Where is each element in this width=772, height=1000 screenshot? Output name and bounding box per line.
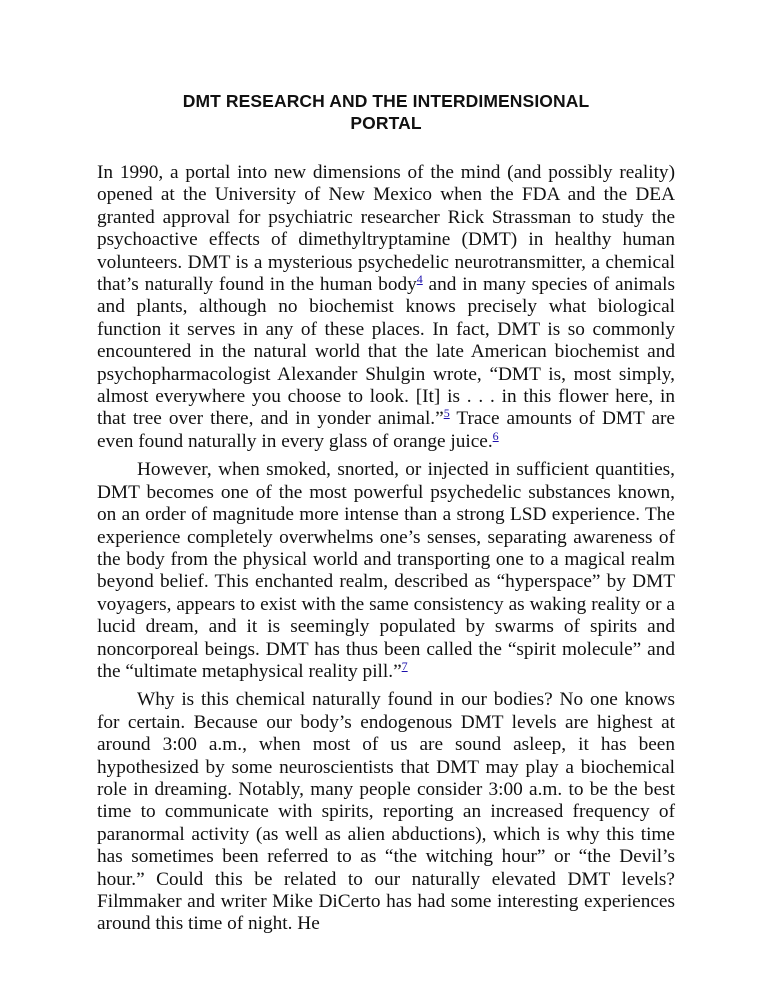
paragraph-text: Trace amounts of DMT are even found naturally in every glass of orange juice. <box>97 408 675 452</box>
paragraph-text: Why is this chemical naturally found in our bodies? No one knows for certain. Because our body’s endogenous DMT levels are highest at around 3:00 a.m., when most of us are sound asleep, it has been hypothesized by some neuroscientists that DMT may play a biochemical role in dreaming. Notably, many people consider 3:00 a.m. to be the best time to communicate with spirits, reporting an increased frequency of paranormal activity (as well as alien abductions), which is why this time has sometimes been referred to as “the witching hour” or “the Devil’s hour.” Could this be related to our naturally elevated DMT levels? Filmmaker and writer Mike DiCerto has had some interesting experiences around this time of night. He <box>97 689 675 935</box>
paragraph-3 <box>97 689 675 935</box>
chapter-title-line-2: PORTAL <box>350 113 422 133</box>
paragraph-2 <box>97 459 675 683</box>
paragraph-text: and in many species of animals and plants, although no biochemist knows precisely what biological function it serves in any of these places. In fact, DMT is so commonly encountered in the natural world that the late American biochemist and psychopharmacologist Alexander Shulgin wrote, “DMT is, most simply, almost everywhere you choose to look. [It] is . . . in this flower here, in that tree over there, and in yonder animal.” <box>97 274 675 430</box>
paragraph-text: However, when smoked, snorted, or injected in sufficient quantities, DMT becomes one of the most powerful psychedelic substances known, on an order of magnitude more intense than a strong LSD experience. The experience completely overwhelms one’s senses, separating awareness of the body from the physical world and transporting one to a magical realm beyond belief. This enchanted realm, described as “hyperspace” by DMT voyagers, appears to exist with the same consistency as waking reality or a lucid dream, and it is seemingly populated by swarms of spirits and noncorporeal beings. DMT has thus been called the “spirit molecule” and the “ultimate metaphysical reality pill.” <box>97 459 675 682</box>
footnote-link-6[interactable]: 6 <box>492 428 499 443</box>
paragraph-1 <box>97 162 675 453</box>
document-page <box>97 90 675 942</box>
paragraph-text: In 1990, a portal into new dimensions of the mind (and possibly reality) opened at the University of New Mexico when the FDA and the DEA granted approval for psychiatric researcher Rick Strassman to study the psychoactive effects of dimethyltryptamine (DMT) in healthy human volunteers. DMT is a mysterious psychedelic neurotransmitter, a chemical that’s naturally found in the human body <box>97 162 675 296</box>
footnote-link-4[interactable]: 4 <box>416 272 423 287</box>
footnote-link-5[interactable]: 5 <box>443 406 450 421</box>
footnote-link-7[interactable]: 7 <box>401 658 408 673</box>
chapter-title <box>97 90 675 134</box>
chapter-title-line-1: DMT RESEARCH AND THE INTERDIMENSIONAL <box>182 91 590 111</box>
